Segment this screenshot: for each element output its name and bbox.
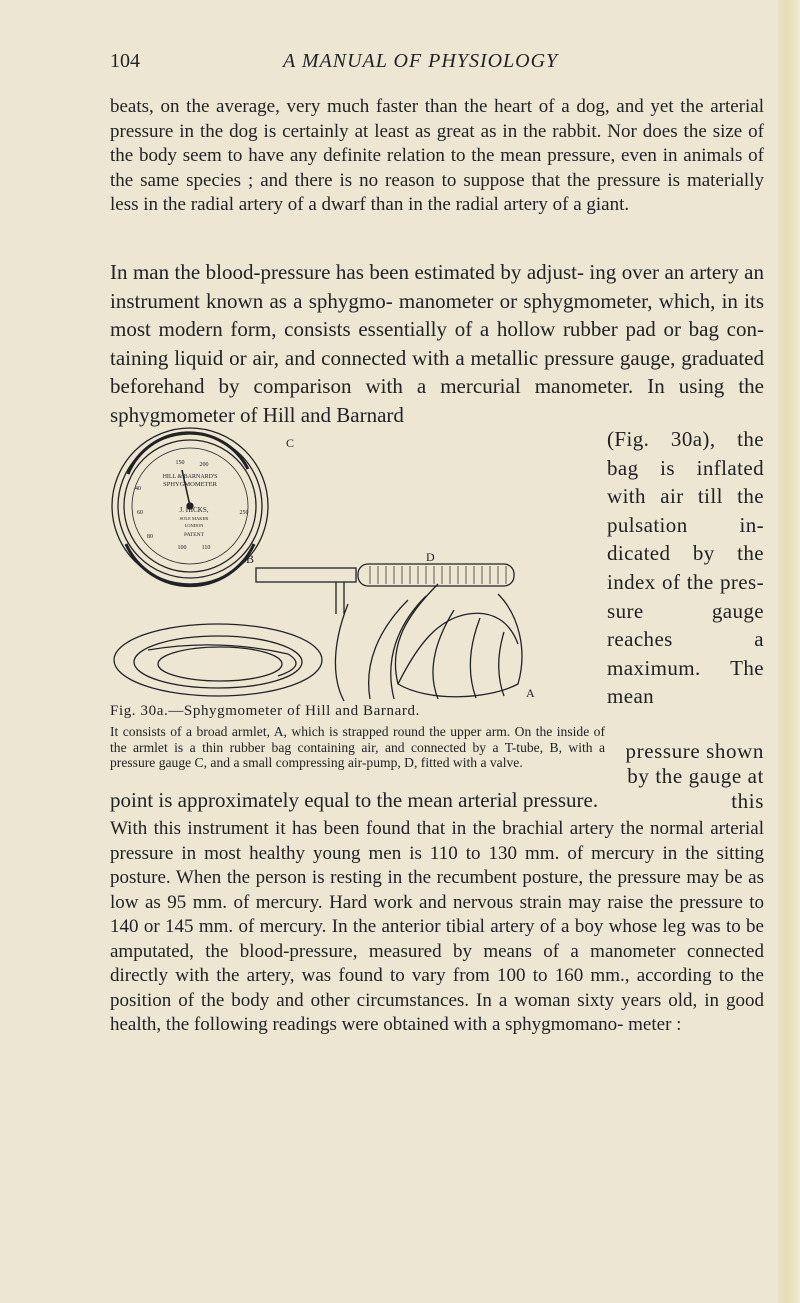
dial-60: 60 — [137, 510, 143, 516]
label-a: A — [526, 686, 535, 700]
running-title: A MANUAL OF PHYSIOLOGY — [283, 50, 559, 72]
figure-caption: Fig. 30a.—Sphygmometer of Hill and Barnard. — [110, 703, 420, 719]
dial-seller: J. HICKS, — [179, 506, 209, 514]
paragraph-1: beats, on the average, very much faster than the heart of a dog, and yet the arterial pressure in the dog is certainly at least as great as in the rabbit. Nor does the size of the body seem to have any definite relation to the mean pressure, even in animals of the same species ; and there is no reason to suppose that the pressure is materially less in the radial artery of a dwarf than in the radial artery of a giant. — [110, 96, 764, 215]
dial-sole: SOLE MAKER — [179, 516, 209, 521]
dial-250: 250 — [239, 510, 249, 516]
dial-patent: PATENT — [184, 532, 204, 538]
paragraph-2-end: point is approximately equal to the mean arterial pressure. — [110, 788, 599, 812]
paragraph-2: In man the blood-pressure has been estimated by adjust- ing over an artery an instrument known as a sphygmo- manometer or sphygmometer, which, in its most modern form, consists essentially of a hollow rubber pad or bag con- taining liquid or air, and connected with a metallic pressure gauge, graduated beforehand by comparison with a mercurial manometer. In using the sphygmometer of Hill and Barnard — [110, 260, 764, 427]
dial-name: SPHYGMOMETER — [163, 481, 217, 488]
page-number: 104 — [110, 50, 140, 72]
paragraph-2-side: (Fig. 30a), the bag is inflated with air till the pulsation in- dicated by the index of the pres- sure gauge reaches a maximum. The mean — [607, 427, 764, 709]
dial-city: LONDON — [184, 523, 204, 528]
label-b: B — [246, 552, 255, 566]
paragraph-3: With this instrument it has been found that in the brachial artery the normal arterial pressure in most healthy young men is 110 to 130 mm. of mercury in the sitting posture. When the person is resting in the recumbent posture, the pressure may be as low as 95 mm. of mercury. Hard work and nervous strain may raise the pressure to 140 or 145 mm. of mercury. In the anterior tibial artery of a boy whose leg was to be amputated, the blood-pressure, measured by means of a manometer connected directly with the artery, was found to vary from 100 to 160 mm., according to the position of the body and other circumstances. In a woman sixty years old, in good health, the following readings were obtained with a sphygmomano- meter : — [110, 818, 764, 1035]
dial-40: 40 — [135, 486, 141, 492]
dial-maker: HILL & BARNARD'S — [162, 474, 218, 480]
dial-100: 100 — [177, 545, 187, 551]
dial-200: 200 — [199, 462, 209, 468]
dial-80: 80 — [147, 534, 153, 540]
figure-description: It consists of a broad armlet, A, which is strapped round the upper arm. On the inside of the armlet is a thin rubber bag containing air, and connected by a T-tube, B, with a pressure gauge C, and a small compressing air-pump, D, fitted with a valve. — [110, 724, 605, 771]
dial-150: 150 — [175, 460, 185, 466]
dial-110: 110 — [201, 545, 211, 551]
sphygmometer-illustration — [108, 414, 603, 701]
paragraph-2-side-2: pressure shown by the gauge at this — [625, 739, 764, 813]
label-d: D — [426, 550, 435, 564]
label-c: C — [286, 436, 295, 450]
page-edge — [778, 0, 800, 1303]
